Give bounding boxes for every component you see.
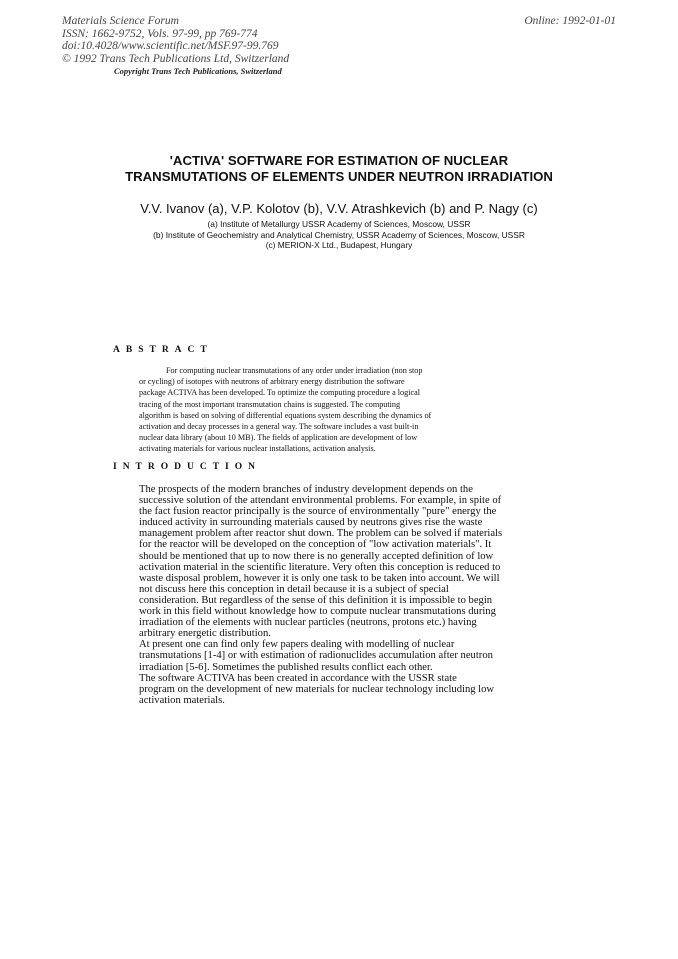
issn-line: ISSN: 1662-9752, Vols. 97-99, pp 769-774 bbox=[62, 27, 258, 40]
affiliation-c: (c) MERION-X Ltd., Budapest, Hungary bbox=[265, 240, 413, 250]
title-line: 'ACTIVA' SOFTWARE FOR ESTIMATION OF NUCLEAR bbox=[169, 153, 509, 168]
abstract-text bbox=[139, 365, 529, 455]
intro-line: irradiation of the elements with nuclear particles (neutrons, protons etc.) having bbox=[139, 617, 477, 629]
abstract-line: tracing of the most important transmutation chains is suggested. The computing bbox=[139, 399, 401, 409]
intro-line: The prospects of the modern branches of industry development depends on the bbox=[139, 484, 473, 495]
abstract-line: activating materials for various nuclear installations, activation analysis. bbox=[139, 444, 376, 454]
intro-line: At present one can find only few papers dealing with modelling of nuclear bbox=[139, 639, 455, 651]
copyright-notice: Copyright Trans Tech Publications, Switzerland bbox=[114, 66, 282, 76]
abstract-line: package ACTIVA has been developed. To optimize the computing procedure a logical bbox=[139, 388, 421, 398]
intro-line: arbitrary energetic distribution. bbox=[139, 628, 271, 640]
abstract-line: For computing nuclear transmutations of any order under irradiation (non stop bbox=[166, 366, 423, 375]
publisher-line: © 1992 Trans Tech Publications Ltd, Switzerland bbox=[62, 52, 290, 65]
intro-line: induced activity in surrounding materials caused by neutrons gives rise the waste bbox=[139, 517, 483, 529]
intro-line: irradiation [5-6]. Sometimes the published results conflict each other. bbox=[139, 661, 433, 673]
abstract-line: or cycling) of isotopes with neutrons of arbitrary energy distribution the software bbox=[139, 377, 405, 387]
intro-line: for the reactor will be developed on the conception of "low activation materials". It bbox=[139, 539, 492, 551]
intro-line: consideration. But regardless of the sense of this definition it is impossible to begin bbox=[139, 594, 493, 606]
doi-link[interactable]: doi:10.4028/www.scientific.net/MSF.97-99.769 bbox=[62, 40, 279, 52]
publication-info bbox=[62, 15, 289, 65]
intro-line: activation material in the scientific literature. Very often this conception is reduced to bbox=[139, 561, 501, 573]
abstract-line: activation and decay processes in a general way. The software includes a vast built-in bbox=[139, 422, 419, 432]
abstract-line: algorithm is based on solving of differential equations system describing the dynamics of bbox=[139, 410, 432, 420]
introduction-text bbox=[139, 484, 557, 706]
affiliations bbox=[0, 219, 678, 251]
intro-line: successive solution of the attendant environmental problems. For example, in spite of bbox=[139, 495, 502, 507]
title-line: TRANSMUTATIONS OF ELEMENTS UNDER NEUTRON IRRADIATION bbox=[125, 169, 553, 184]
online-date: Online: 1992-01-01 bbox=[524, 15, 616, 27]
abstract-line: nuclear data library (about 10 MB). The fields of application are development of low bbox=[139, 433, 418, 443]
introduction-heading: INTRODUCTION bbox=[113, 462, 262, 472]
intro-line: management problem after reactor shut down. The problem can be solved if materials bbox=[139, 528, 503, 540]
paper-title bbox=[0, 153, 678, 185]
affiliation-b: (b) Institute of Geochemistry and Analytical Chemistry, USSR Academy of Sciences, Moscow, USSR bbox=[153, 229, 525, 240]
intro-line: not discuss here this conception in detail because it is a subject of special bbox=[139, 583, 449, 595]
intro-line: should be mentioned that up to now there is no generally accepted definition of low bbox=[139, 550, 494, 562]
intro-line: waste disposal problem, however it is only one task to be taken into account. We will bbox=[139, 572, 500, 584]
author-list: V.V. Ivanov (a), V.P. Kolotov (b), V.V. Atrashkevich (b) and P. Nagy (c) bbox=[140, 201, 538, 216]
intro-line: work in this field without knowledge how to compute nuclear transmutations during bbox=[139, 606, 496, 618]
intro-line: activation materials. bbox=[139, 694, 225, 706]
abstract-heading: ABSTRACT bbox=[113, 345, 213, 355]
journal-name: Materials Science Forum bbox=[62, 15, 179, 27]
intro-line: program on the development of new materials for nuclear technology including low bbox=[139, 683, 495, 695]
intro-line: the fact fusion reactor principally is the source of environmentally "pure" energy the bbox=[139, 506, 497, 518]
affiliation-a: (a) Institute of Metallurgy USSR Academy of Sciences, Moscow, USSR bbox=[207, 219, 471, 229]
intro-line: transmutations [1-4] or with estimation of radionuclides accumulation after neutron bbox=[139, 650, 493, 662]
intro-line: The software ACTIVA has been created in accordance with the USSR state bbox=[139, 672, 457, 684]
